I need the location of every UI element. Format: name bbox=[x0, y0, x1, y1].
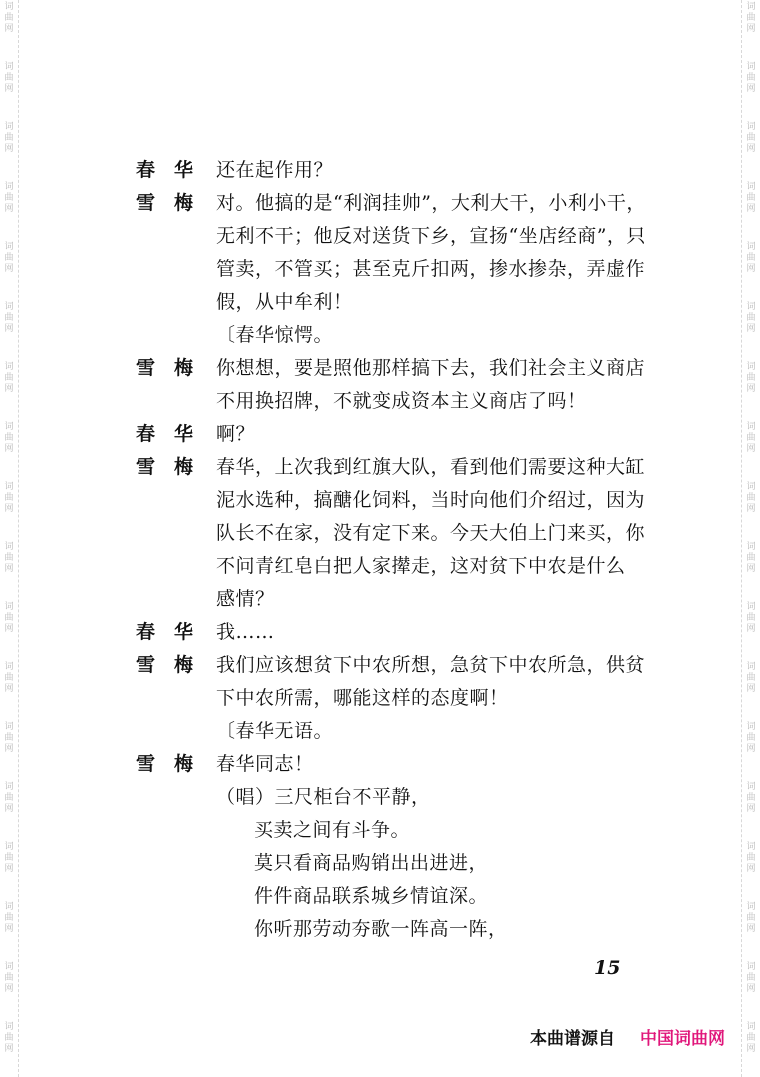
watermark-text: 词 曲 网 bbox=[746, 302, 756, 334]
dialogue-line: 对。他搞的是“利润挂帅”，大利大干，小利小干， bbox=[216, 192, 646, 214]
watermark-text: 词 曲 网 bbox=[746, 782, 756, 814]
watermark-text: 词 曲 网 bbox=[4, 602, 14, 634]
stage-direction: 〔春华无语。 bbox=[216, 720, 334, 742]
watermark-text: 词 曲 网 bbox=[4, 482, 14, 514]
stage-direction: 〔春华惊愕。 bbox=[216, 324, 334, 346]
watermark-text: 词 曲 网 bbox=[746, 602, 756, 634]
watermark-text: 词 曲 网 bbox=[746, 902, 756, 934]
dialogue-line: 感情？ bbox=[216, 588, 275, 610]
watermark-text: 词 曲 网 bbox=[746, 482, 756, 514]
watermark-text: 词 曲 网 bbox=[746, 2, 756, 34]
watermark-text: 词 曲 网 bbox=[746, 122, 756, 154]
dialogue-line: 不问青红皂白把人家撵走，这对贫下中农是什么 bbox=[216, 555, 626, 577]
lyric-line: 你听那劳动夯歌一阵高一阵， bbox=[254, 918, 508, 940]
watermark-text: 词 曲 网 bbox=[4, 542, 14, 574]
dialogue-line: 下中农所需，哪能这样的态度啊！ bbox=[216, 687, 509, 709]
dialogue-line: 还在起作用？ bbox=[216, 159, 334, 181]
lyric-line: 买卖之间有斗争。 bbox=[254, 819, 411, 841]
dialogue-line: 假，从中牟利！ bbox=[216, 291, 353, 313]
speaker-xuemei: 雪 梅 bbox=[136, 456, 194, 478]
watermark-text: 词 曲 网 bbox=[746, 182, 756, 214]
dialogue-line: 我们应该想贫下中农所想，急贫下中农所急，供贫 bbox=[216, 654, 646, 676]
speaker-chunhua: 春 华 bbox=[136, 621, 194, 643]
watermark-text: 词 曲 网 bbox=[746, 242, 756, 274]
watermark-text: 词 曲 网 bbox=[4, 362, 14, 394]
watermark-text: 词 曲 网 bbox=[4, 2, 14, 34]
speaker-xuemei: 雪 梅 bbox=[136, 654, 194, 676]
dialogue-line: 不用换招牌，不就变成资本主义商店了吗！ bbox=[216, 390, 587, 412]
page-number: 15 bbox=[594, 957, 621, 979]
watermark-text: 词 曲 网 bbox=[4, 182, 14, 214]
dialogue-line: 无利不干；他反对送货下乡，宣扬“坐店经商”，只 bbox=[216, 225, 646, 247]
dialogue-line: 泥水选种，搞醣化饲料，当时向他们介绍过，因为 bbox=[216, 489, 646, 511]
speaker-chunhua: 春 华 bbox=[136, 159, 194, 181]
source-label: 本曲谱源自 bbox=[530, 1029, 615, 1049]
dialogue-line: 队长不在家，没有定下来。今天大伯上门来买，你 bbox=[216, 522, 646, 544]
dialogue-line: 春华，上次我到红旗大队，看到他们需要这种大缸 bbox=[216, 456, 646, 478]
watermark-text: 词 曲 网 bbox=[746, 1022, 756, 1054]
lyric-line: 莫只看商品购销出出进进， bbox=[254, 852, 489, 874]
watermark-text: 词 曲 网 bbox=[4, 842, 14, 874]
watermark-text: 词 曲 网 bbox=[4, 962, 14, 994]
watermark-text: 词 曲 网 bbox=[4, 1022, 14, 1054]
lyric-line: （唱）三尺柜台不平静， bbox=[216, 786, 431, 808]
watermark-text: 词 曲 网 bbox=[746, 662, 756, 694]
source-site-link[interactable]: 中国词曲网 bbox=[640, 1029, 725, 1049]
watermark-text: 词 曲 网 bbox=[746, 62, 756, 94]
speaker-xuemei: 雪 梅 bbox=[136, 753, 194, 775]
watermark-text: 词 曲 网 bbox=[4, 662, 14, 694]
watermark-text: 词 曲 网 bbox=[746, 722, 756, 754]
watermark-text: 词 曲 网 bbox=[4, 782, 14, 814]
watermark-text: 词 曲 网 bbox=[746, 962, 756, 994]
speaker-xuemei: 雪 梅 bbox=[136, 357, 194, 379]
watermark-text: 词 曲 网 bbox=[4, 122, 14, 154]
watermark-text: 词 曲 网 bbox=[746, 422, 756, 454]
watermark-text: 词 曲 网 bbox=[4, 422, 14, 454]
speaker-chunhua: 春 华 bbox=[136, 423, 194, 445]
watermark-text: 词 曲 网 bbox=[4, 302, 14, 334]
watermark-text: 词 曲 网 bbox=[746, 842, 756, 874]
dialogue-line: 我…… bbox=[216, 621, 275, 643]
watermark-text: 词 曲 网 bbox=[4, 902, 14, 934]
dialogue-line: 啊？ bbox=[216, 423, 256, 445]
watermark-text: 词 曲 网 bbox=[4, 242, 14, 274]
watermark-text: 词 曲 网 bbox=[746, 542, 756, 574]
dialogue-line: 你想想，要是照他那样搞下去，我们社会主义商店 bbox=[216, 357, 646, 379]
dialogue-line: 管卖，不管买；甚至克斤扣两，掺水掺杂，弄虚作 bbox=[216, 258, 646, 280]
watermark-text: 词 曲 网 bbox=[746, 362, 756, 394]
watermark-text: 词 曲 网 bbox=[4, 722, 14, 754]
dialogue-line: 春华同志！ bbox=[216, 753, 314, 775]
watermark-text: 词 曲 网 bbox=[4, 62, 14, 94]
lyric-line: 件件商品联系城乡情谊深。 bbox=[254, 885, 489, 907]
speaker-xuemei: 雪 梅 bbox=[136, 192, 194, 214]
